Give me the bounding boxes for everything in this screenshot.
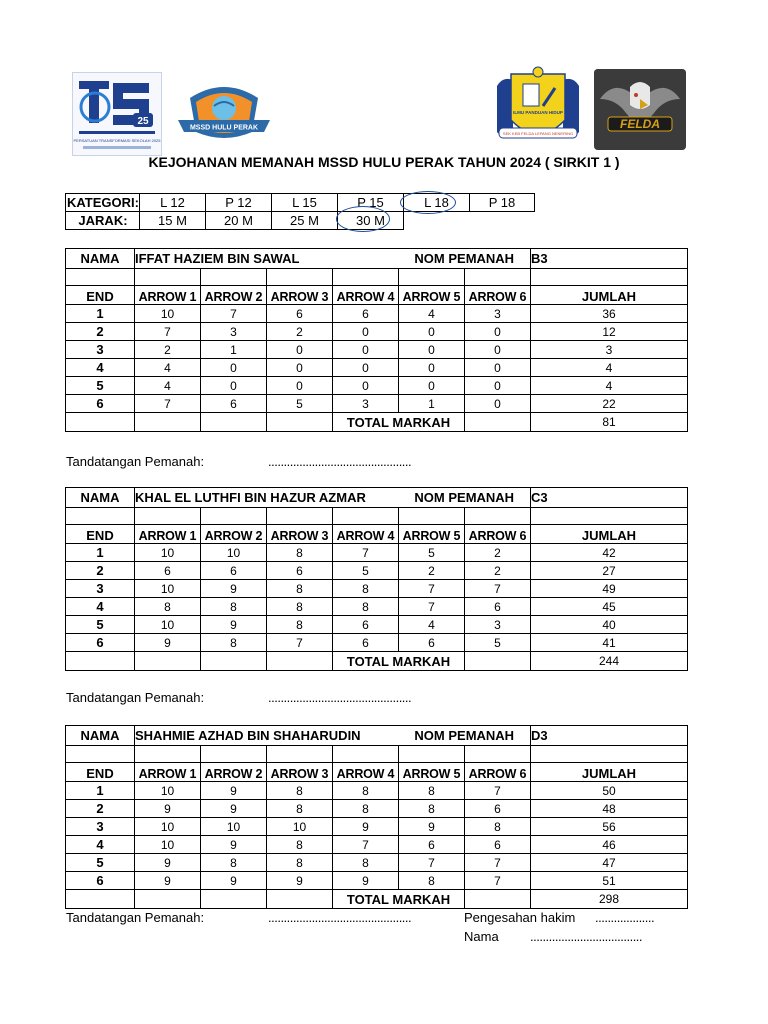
arrow-score: 0 [399,377,465,395]
end-number: 6 [66,634,135,652]
arrow-header: ARROW 3 [267,763,333,782]
arrow-header: ARROW 1 [135,763,201,782]
nama-hakim-line: .................................... [530,929,643,944]
end-jumlah: 48 [531,800,688,818]
table-row [66,634,688,652]
end-jumlah: 40 [531,616,688,634]
end-number: 4 [66,836,135,854]
arrow-score: 7 [465,580,531,598]
end-jumlah: 12 [531,323,688,341]
arrow-score: 5 [465,634,531,652]
archer-name: KHAL EL LUTHFI BIN HAZUR AZMAR [135,488,399,508]
arrow-header: ARROW 6 [465,763,531,782]
end-jumlah: 4 [531,359,688,377]
arrow-header: ARROW 4 [333,525,399,544]
arrow-score: 9 [135,634,201,652]
end-number: 4 [66,598,135,616]
arrow-score: 10 [135,305,201,323]
arrow-score: 8 [333,854,399,872]
arrow-score: 8 [333,580,399,598]
nom-pemanah-value: C3 [531,488,688,508]
end-header: END [66,286,135,305]
arrow-score: 8 [333,782,399,800]
arrow-score: 8 [267,836,333,854]
arrow-score: 8 [399,782,465,800]
arrow-score: 8 [267,580,333,598]
arrow-score: 3 [201,323,267,341]
arrow-score: 0 [333,341,399,359]
end-number: 6 [66,395,135,413]
total-row [66,413,688,432]
end-number: 2 [66,562,135,580]
arrow-score: 10 [135,818,201,836]
end-number: 5 [66,616,135,634]
arrow-score: 8 [201,634,267,652]
end-number: 4 [66,359,135,377]
table-row [66,800,688,818]
end-number: 2 [66,800,135,818]
arrow-score: 6 [333,616,399,634]
end-jumlah: 27 [531,562,688,580]
arrow-score: 9 [135,800,201,818]
end-jumlah: 56 [531,818,688,836]
arrow-score: 4 [399,616,465,634]
arrow-score: 6 [267,305,333,323]
nama-label: NAMA [66,249,135,269]
end-number: 6 [66,872,135,890]
end-number: 5 [66,854,135,872]
felda-eagle-logo [594,69,686,150]
arrow-score: 9 [399,818,465,836]
arrow-score: 8 [267,598,333,616]
arrow-score: 6 [399,634,465,652]
arrow-score: 9 [201,616,267,634]
arrow-score: 2 [135,341,201,359]
arrow-score: 9 [201,800,267,818]
arrow-score: 7 [465,782,531,800]
arrow-score: 8 [267,544,333,562]
end-jumlah: 46 [531,836,688,854]
arrow-score: 2 [465,562,531,580]
category-table [65,193,535,230]
table-row [66,782,688,800]
jarak-label: JARAK: [66,212,140,230]
arrow-header: ARROW 5 [399,286,465,305]
arrow-score: 8 [399,800,465,818]
end-number: 2 [66,323,135,341]
ts-logo-number: 25 [137,116,149,127]
felda-logo-text: FELDA [620,117,660,131]
arrow-score: 9 [267,872,333,890]
signature-label: Tandatangan Pemanah: [66,454,205,469]
arrow-score: 3 [333,395,399,413]
nom-pemanah-value: B3 [531,249,688,269]
column-header-row [66,763,688,782]
arrow-header: ARROW 1 [135,525,201,544]
signature-label: Tandatangan Pemanah: [66,910,205,925]
signature-line: .............................................. [268,690,412,705]
table-row [66,854,688,872]
total-markah-label: TOTAL MARKAH [333,890,465,909]
arrow-score: 0 [399,359,465,377]
archer-header-row [66,249,688,269]
jarak-selection-circle [336,206,390,232]
end-number: 1 [66,305,135,323]
kategori-cell-selected: L 18 [403,194,469,212]
arrow-score: 0 [399,323,465,341]
arrow-score: 6 [465,598,531,616]
arrow-score: 7 [399,580,465,598]
total-markah-label: TOTAL MARKAH [333,413,465,432]
jarak-cell-selected: 30 M [337,212,403,230]
end-jumlah: 3 [531,341,688,359]
arrow-score: 8 [267,800,333,818]
end-number: 3 [66,818,135,836]
arrow-score: 9 [201,872,267,890]
end-jumlah: 4 [531,377,688,395]
arrow-score: 0 [333,323,399,341]
arrow-score: 3 [465,616,531,634]
table-row [66,377,688,395]
arrow-score: 6 [201,395,267,413]
archer-name: IFFAT HAZIEM BIN SAWAL [135,249,399,269]
total-markah-label: TOTAL MARKAH [333,652,465,671]
arrow-score: 5 [333,562,399,580]
arrow-header: ARROW 3 [267,286,333,305]
table-row [66,872,688,890]
arrow-score: 8 [267,782,333,800]
arrow-score: 7 [333,836,399,854]
arrow-score: 0 [465,341,531,359]
arrow-score: 9 [201,782,267,800]
nom-pemanah-label: NOM PEMANAH [399,726,531,746]
arrow-score: 2 [465,544,531,562]
table-row [66,359,688,377]
kategori-cell: P 12 [205,194,271,212]
end-number: 1 [66,544,135,562]
jarak-cell: 25 M [271,212,337,230]
end-jumlah: 51 [531,872,688,890]
arrow-score: 1 [201,341,267,359]
arrow-score: 8 [333,800,399,818]
kategori-cell: P 18 [469,194,534,212]
arrow-score: 0 [201,377,267,395]
arrow-score: 2 [267,323,333,341]
jarak-cell: 20 M [205,212,271,230]
arrow-score: 9 [333,818,399,836]
archer-header-row [66,488,688,508]
arrow-score: 9 [135,872,201,890]
school-name-caption: SEK KEB FELDA LEPANG NENERING [502,131,574,136]
total-markah-value: 244 [531,652,688,671]
end-header: END [66,525,135,544]
end-jumlah: 50 [531,782,688,800]
table-row [66,598,688,616]
arrow-header: ARROW 1 [135,286,201,305]
column-header-row [66,525,688,544]
arrow-score: 8 [333,598,399,616]
arrow-score: 10 [135,616,201,634]
arrow-score: 1 [399,395,465,413]
arrow-score: 7 [465,872,531,890]
signature-line: .............................................. [268,910,412,925]
arrow-header: ARROW 2 [201,763,267,782]
arrow-header: ARROW 6 [465,525,531,544]
score-table-2 [65,487,688,671]
kategori-cell: P 15 [337,194,403,212]
arrow-score: 6 [135,562,201,580]
arrow-score: 8 [201,854,267,872]
arrow-header: ARROW 4 [333,763,399,782]
score-table-1 [65,248,688,432]
end-jumlah: 49 [531,580,688,598]
nom-pemanah-label: NOM PEMANAH [399,249,531,269]
arrow-header: ARROW 4 [333,286,399,305]
arrow-score: 5 [399,544,465,562]
kategori-cell: L 12 [139,194,205,212]
page-title: KEJOHANAN MEMANAH MSSD HULU PERAK TAHUN 2024 ( SIRKIT 1 ) [148,154,620,170]
arrow-score: 6 [267,562,333,580]
arrow-score: 4 [135,377,201,395]
jumlah-header: JUMLAH [531,525,688,544]
end-jumlah: 22 [531,395,688,413]
table-row [66,544,688,562]
arrow-header: ARROW 5 [399,525,465,544]
table-row [66,305,688,323]
jumlah-header: JUMLAH [531,763,688,782]
arrow-score: 8 [267,854,333,872]
total-markah-value: 81 [531,413,688,432]
end-jumlah: 42 [531,544,688,562]
mssd-logo-text: MSSD HULU PERAK [189,124,259,132]
column-header-row [66,286,688,305]
kategori-cell: L 15 [271,194,337,212]
arrow-header: ARROW 2 [201,525,267,544]
arrow-score: 0 [201,359,267,377]
end-number: 5 [66,377,135,395]
table-row [66,341,688,359]
arrow-score: 7 [465,854,531,872]
arrow-score: 6 [465,800,531,818]
arrow-score: 0 [465,377,531,395]
arrow-score: 3 [465,305,531,323]
end-jumlah: 41 [531,634,688,652]
total-markah-value: 298 [531,890,688,909]
kategori-label: KATEGORI: [67,195,139,210]
nom-pemanah-value: D3 [531,726,688,746]
jumlah-header: JUMLAH [531,286,688,305]
arrow-score: 10 [135,782,201,800]
end-jumlah: 45 [531,598,688,616]
pengesahan-hakim-label: Pengesahan hakim [464,910,576,925]
score-table-3 [65,725,688,909]
arrow-header: ARROW 3 [267,525,333,544]
table-row [66,580,688,598]
jarak-cell: 15 M [139,212,205,230]
arrow-score: 10 [201,544,267,562]
end-header: END [66,763,135,782]
school-crest-logo [493,66,583,152]
arrow-score: 0 [399,341,465,359]
arrow-score: 10 [201,818,267,836]
arrow-score: 7 [267,634,333,652]
arrow-score: 7 [135,323,201,341]
arrow-score: 4 [399,305,465,323]
nama-hakim-label: Nama [464,929,499,944]
arrow-score: 8 [135,598,201,616]
table-row [66,562,688,580]
total-row [66,652,688,671]
arrow-score: 0 [333,377,399,395]
arrow-score: 10 [267,818,333,836]
nom-pemanah-label: NOM PEMANAH [399,488,531,508]
nama-label: NAMA [66,488,135,508]
arrow-score: 0 [465,395,531,413]
archer-name: SHAHMIE AZHAD BIN SHAHARUDIN [135,726,399,746]
table-row [66,323,688,341]
end-jumlah: 36 [531,305,688,323]
arrow-score: 0 [333,359,399,377]
arrow-score: 9 [135,854,201,872]
arrow-score: 8 [465,818,531,836]
arrow-score: 6 [333,305,399,323]
arrow-score: 7 [399,598,465,616]
arrow-header: ARROW 2 [201,286,267,305]
arrow-score: 8 [267,616,333,634]
end-number: 3 [66,580,135,598]
kategori-selection-circle [400,191,456,214]
archer-header-row [66,726,688,746]
arrow-score: 0 [267,377,333,395]
jarak-row [66,212,535,230]
end-jumlah: 47 [531,854,688,872]
arrow-score: 0 [267,341,333,359]
arrow-score: 0 [465,359,531,377]
end-number: 3 [66,341,135,359]
school-motto: ILMU PANDUAN HIDUP [513,110,563,115]
ts-logo-caption: PERSATUAN TRANSFORMASI SEKOLAH 2025 [73,138,161,143]
arrow-header: ARROW 6 [465,286,531,305]
kategori-row [66,194,535,212]
arrow-score: 9 [333,872,399,890]
table-row [66,395,688,413]
arrow-score: 9 [201,580,267,598]
arrow-score: 2 [399,562,465,580]
arrow-score: 6 [399,836,465,854]
arrow-score: 8 [201,598,267,616]
arrow-score: 7 [399,854,465,872]
pengesahan-hakim-line: ................... [595,910,655,925]
arrow-score: 0 [267,359,333,377]
arrow-score: 10 [135,580,201,598]
signature-label: Tandatangan Pemanah: [66,690,205,705]
arrow-score: 4 [135,359,201,377]
table-row [66,836,688,854]
arrow-score: 5 [267,395,333,413]
total-row [66,890,688,909]
arrow-score: 7 [333,544,399,562]
mssd-hulu-perak-logo [176,80,272,148]
table-row [66,818,688,836]
arrow-score: 8 [399,872,465,890]
nama-label: NAMA [66,726,135,746]
arrow-score: 6 [201,562,267,580]
signature-line: .............................................. [268,454,412,469]
arrow-score: 7 [135,395,201,413]
arrow-score: 9 [201,836,267,854]
arrow-score: 0 [465,323,531,341]
arrow-score: 6 [333,634,399,652]
arrow-score: 6 [465,836,531,854]
ts25-logo [72,72,162,156]
end-number: 1 [66,782,135,800]
table-row [66,616,688,634]
arrow-header: ARROW 5 [399,763,465,782]
arrow-score: 10 [135,544,201,562]
arrow-score: 10 [135,836,201,854]
arrow-score: 7 [201,305,267,323]
